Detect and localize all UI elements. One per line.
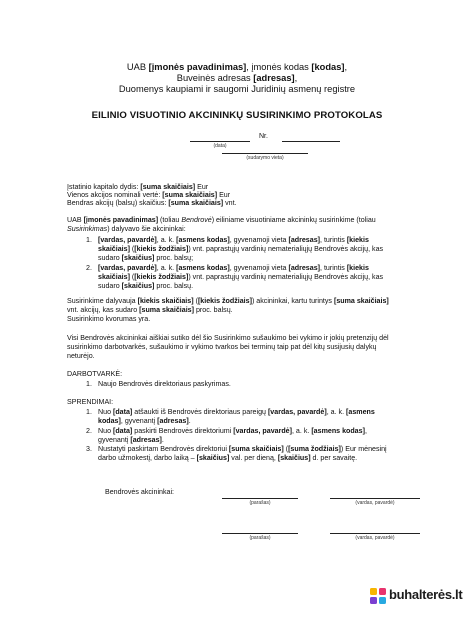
- agenda-item: Naujo Bendrovės direktoriaus paskyrimas.: [98, 380, 231, 388]
- place-caption: (sudarymo vieta): [246, 155, 284, 161]
- participation-paragraph: Susirinkime dalyvauja [kiekis skaičiais] ([kiekis žodžiais]) akcininkai, kartu turintys [suma skaičiais] vnt. akcijų, kas sudaro [suma skaičiais] proc. balsų. Susirinkimo kvorumas yra.: [67, 297, 389, 323]
- nr-label: Nr.: [259, 133, 268, 140]
- agenda-heading: DARBOTVARKĖ:: [67, 370, 123, 378]
- shareholder-number: 2.: [86, 264, 92, 272]
- company-name-placeholder: [įmonės pavadinimas]: [148, 62, 247, 72]
- signature-caption: (parašas): [249, 500, 271, 506]
- registry-line: Duomenys kaupiami ir saugomi Juridinių asmenų registre: [118, 84, 356, 94]
- share-count-line: Bendras akcijų (balsų) skaičius: [suma skaičiais] vnt.: [67, 199, 237, 207]
- decision-item: Nustatyti paskirtam Bendrovės direktoriui [suma skaičiais] ([suma žodžiais]) Eur mėnesinį darbo užmokestį, darbo laiką – [skaičius] val. per dieną, [skaičius] d. per savaitę.: [98, 445, 387, 462]
- signature-caption: (parašas): [249, 535, 271, 541]
- brand-logo[interactable]: [370, 586, 470, 606]
- decisions-heading: SPRENDIMAI:: [67, 398, 114, 406]
- agenda-number: 1.: [86, 380, 92, 388]
- company-line: [0, 62, 474, 74]
- name-caption: (vardas, pavardė): [355, 535, 395, 541]
- intro-paragraph: UAB [įmonės pavadinimas] (toliau Bendrovė) eiliniame visuotiniame akcininkų susirinkime (toliau Susirinkimas) dalyvavo šie akcininkai:: [67, 216, 376, 233]
- company-line-end: ,: [344, 62, 348, 72]
- date-caption: (data): [213, 143, 227, 149]
- address-line: Buveinės adresas [adresas],: [176, 73, 298, 83]
- place-line: [222, 153, 308, 154]
- signatures-label: Bendrovės akcininkai:: [105, 488, 175, 496]
- document-title: EILINIO VISUOTINIO AKCININKŲ SUSIRINKIMO PROTOKOLAS: [91, 110, 383, 121]
- name-line: [330, 498, 420, 499]
- quorum-text: Susirinkimo kvorumas yra.: [67, 314, 151, 323]
- decision-item: Nuo [data] atšaukti iš Bendrovės direktoriaus pareigų [vardas, pavardė], a. k. [asmens kodas], gyvenantį [adresas].: [98, 408, 375, 425]
- number-line: [282, 141, 340, 142]
- signature-line: [222, 498, 298, 499]
- address-label: Buveinės adresas: [176, 73, 254, 83]
- brand-name: buhalterės.lt: [389, 587, 463, 602]
- decision-number: 3.: [86, 445, 92, 453]
- name-caption: (vardas, pavardė): [355, 500, 395, 506]
- date-line: [190, 141, 250, 142]
- address-placeholder: [adresas]: [253, 73, 295, 83]
- brand-mark-icon: [370, 588, 386, 604]
- shareholder-item: [vardas, pavardė], a. k. [asmens kodas], gyvenamoji vieta [adresas], turintis [kiekis skaičiais] ([kiekis žodžiais]) vnt. paprastųjų vardinių nematerialiųjų Bendrovės akcijų, kas sudaro [skaičius] proc. balsų;: [98, 236, 384, 262]
- decision-item: Nuo [data] paskirti Bendrovės direktoriumi [vardas, pavardė], a. k. [asmens kodas], gyvenantį [adresas].: [98, 427, 367, 444]
- shareholder-number: 1.: [86, 236, 92, 244]
- share-value-line: Vienos akcijos nominali vertė: [suma skaičiais] Eur: [67, 191, 231, 199]
- company-prefix: UAB: [126, 62, 149, 72]
- decision-number: 2.: [86, 427, 92, 435]
- company-code-placeholder: [kodas]: [311, 62, 345, 72]
- name-line: [330, 533, 420, 534]
- signature-line: [222, 533, 298, 534]
- capital-line: Įstatinio kapitalo dydis: [suma skaičiais] Eur: [67, 183, 209, 191]
- company-code-label: , įmonės kodas: [246, 62, 312, 72]
- shareholder-item: [vardas, pavardė], a. k. [asmens kodas], gyvenamoji vieta [adresas], turintis [kiekis skaičiais] ([kiekis žodžiais]) vnt. paprastųjų vardinių nematerialiųjų Bendrovės akcijų, kas sudaro [skaičius] proc. balsų.: [98, 264, 384, 290]
- decision-number: 1.: [86, 408, 92, 416]
- consent-paragraph: Visi Bendrovės akcininkai aiškiai sutiko dėl šio Susirinkimo sušaukimo bei vykimo ir jokių pretenzijų dėl susirinkimo darbotvarkės, sušaukimo ir vykimo tvarkos bei terminų taip pat dėl kitų susijusių dalykų neturėjo.: [67, 334, 389, 360]
